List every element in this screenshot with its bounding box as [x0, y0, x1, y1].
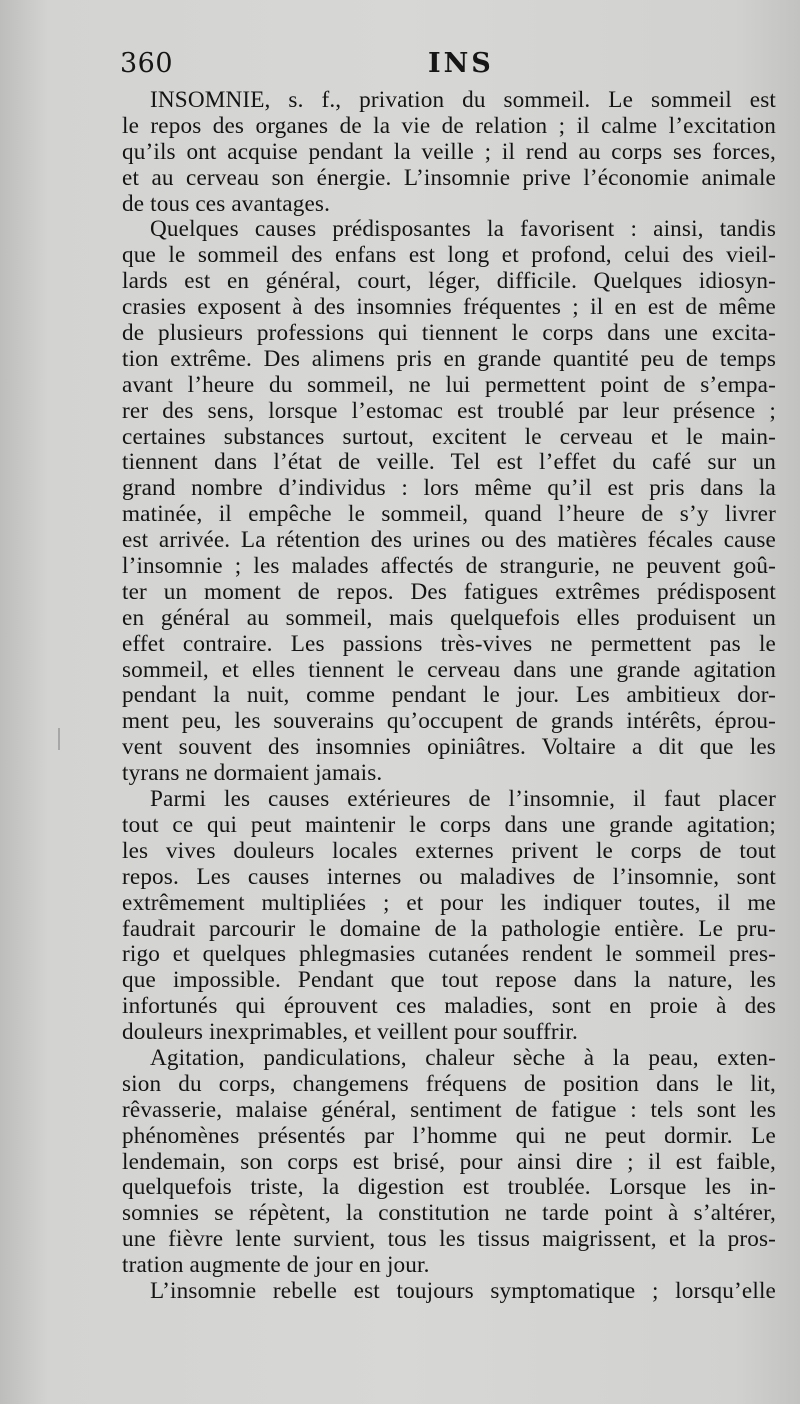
text-line: rêvasserie, malaise général, sentiment de fatigue : tels sont les: [122, 1096, 776, 1123]
text-line: phénomènes présentés par l’homme qui ne peut dormir. Le: [122, 1122, 776, 1149]
text-line: de tous ces avantages.: [122, 190, 331, 217]
margin-stain: [58, 728, 60, 750]
page-header: [120, 48, 775, 88]
text-line: faudrait parcourir le domaine de la pathologie entière. Le pru-: [122, 915, 776, 942]
text-line: quelquefois triste, la digestion est troublée. Lorsque les in-: [122, 1174, 776, 1201]
article-body: [122, 88, 776, 1305]
paragraph: [122, 217, 776, 787]
text-line: crasies exposent à des insomnies fréquentes ; il en est de même: [122, 294, 776, 321]
text-line: est arrivée. La rétention des urines ou des matières fécales cause: [122, 527, 776, 554]
text-line: infortunés qui éprouvent ces maladies, sont en proie à des: [122, 993, 776, 1020]
text-line: lendemain, son corps est brisé, pour ainsi dire ; il est faible,: [122, 1148, 776, 1175]
text-line: Parmi les causes extérieures de l’insomnie, il faut placer: [150, 786, 776, 813]
text-line: pendant la nuit, comme pendant le jour. Les ambitieux dor-: [122, 682, 776, 709]
text-line: tiennent dans l’état de veille. Tel est l’effet du café sur un: [122, 449, 776, 476]
text-line: qu’ils ont acquise pendant la veille ; il rend au corps ses forces,: [122, 138, 776, 165]
text-line: ter un moment de repos. Des fatigues extrêmes prédisposent: [122, 578, 776, 605]
text-line: effet contraire. Les passions très-vives ne permettent pas le: [122, 630, 776, 657]
text-line: sion du corps, changemens fréquens de position dans le lit,: [122, 1070, 776, 1097]
text-line: vent souvent des insomnies opiniâtres. Voltaire a dit que les: [122, 734, 776, 761]
text-line: tration augmente de jour en jour.: [122, 1252, 430, 1279]
text-line: ment peu, les souverains qu’occupent de grands intérêts, éprou-: [122, 708, 776, 735]
text-line: matinée, il empêche le sommeil, quand l’heure de s’y livrer: [122, 501, 776, 528]
text-line: avant l’heure du sommeil, ne lui permettent point de s’empa-: [122, 371, 776, 398]
text-line: sommeil, et elles tiennent le cerveau dans une grande agitation: [122, 656, 776, 683]
text-line: tyrans ne dormaient jamais.: [122, 760, 383, 787]
text-line: que impossible. Pendant que tout repose dans la nature, les: [122, 967, 776, 994]
text-line: INSOMNIE, s. f., privation du sommeil. Le sommeil est: [150, 87, 776, 113]
text-line: douleurs inexprimables, et veillent pour souffrir.: [122, 1019, 578, 1046]
text-line: Quelques causes prédisposantes la favorisent : ainsi, tandis: [150, 216, 776, 243]
text-line: de plusieurs professions qui tiennent le corps dans une excita-: [122, 320, 776, 347]
paragraph: [122, 88, 776, 217]
text-line: repos. Les causes internes ou maladives de l’insomnie, sont: [122, 863, 776, 890]
text-line: extrêmement multipliées ; et pour les indiquer toutes, il me: [122, 889, 776, 916]
text-line: une fièvre lente survient, tous les tissus maigrissent, et la pros-: [122, 1226, 776, 1253]
text-line: rigo et quelques phlegmasies cutanées rendent le sommeil pres-: [122, 941, 776, 968]
text-line: que le sommeil des enfans est long et profond, celui des vieil-: [122, 242, 776, 269]
text-line: en général au sommeil, mais quelquefois elles produisent un: [122, 604, 776, 631]
text-line: et au cerveau son énergie. L’insomnie prive l’économie animale: [122, 164, 776, 191]
paragraph: [122, 1046, 776, 1279]
text-line: grand nombre d’individus : lors même qu’il est pris dans la: [122, 475, 776, 502]
text-line: les vives douleurs locales externes privent le corps de tout: [122, 837, 776, 864]
text-line: lards est en général, court, léger, difficile. Quelques idiosyn-: [122, 268, 776, 295]
text-line: tout ce qui peut maintenir le corps dans une grande agitation;: [122, 811, 776, 838]
paragraph: [122, 787, 776, 1046]
text-line: L’insomnie rebelle est toujours symptomatique ; lorsqu’elle: [150, 1277, 776, 1304]
text-line: rer des sens, lorsque l’estomac est troublé par leur présence ;: [122, 397, 776, 424]
text-line: certaines substances surtout, excitent le cerveau et le main-: [122, 423, 776, 450]
text-line: somnies se répètent, la constitution ne tarde point à s’altérer,: [122, 1200, 776, 1227]
page-number: 360: [120, 48, 174, 79]
paragraph: [122, 1279, 776, 1305]
text-line: tion extrême. Des alimens pris en grande quantité peu de temps: [122, 345, 776, 372]
running-head: INS: [428, 48, 494, 79]
text-line: le repos des organes de la vie de relation ; il calme l’excitation: [122, 112, 776, 139]
text-line: l’insomnie ; les malades affectés de strangurie, ne peuvent goû-: [122, 553, 776, 580]
text-line: Agitation, pandiculations, chaleur sèche à la peau, exten-: [150, 1044, 776, 1071]
